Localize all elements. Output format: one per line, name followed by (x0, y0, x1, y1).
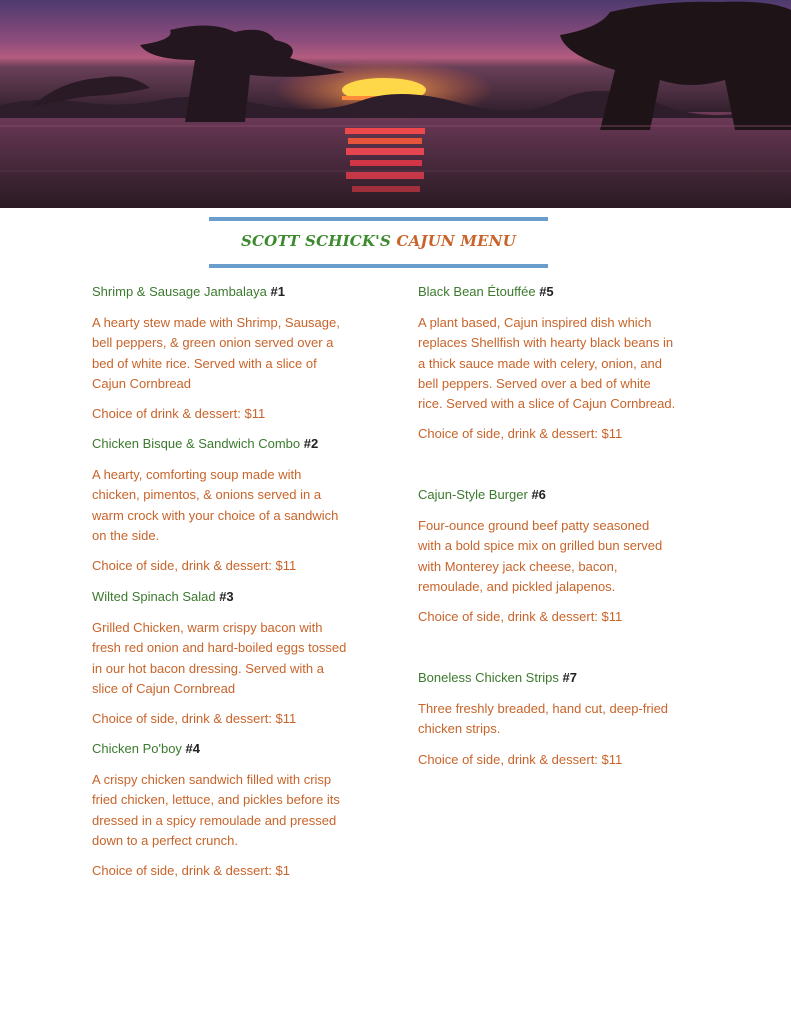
menu-item-price-line: Choice of side, drink & dessert: $1 (92, 863, 290, 879)
menu-item-name: Shrimp & Sausage Jambalaya (92, 284, 267, 299)
menu-item-name: Cajun-Style Burger (418, 487, 528, 502)
menu-item-price-line: Choice of side, drink & dessert: $11 (92, 558, 297, 574)
menu-item-heading (418, 282, 708, 302)
menu-item-name: Chicken Bisque & Sandwich Combo (92, 436, 301, 451)
menu-item-5 (418, 282, 708, 444)
menu-item-price-line: Choice of drink & dessert: $11 (92, 406, 266, 422)
menu-item-heading (418, 668, 708, 688)
menu-item-heading (92, 434, 382, 454)
sunset-banner-image (0, 0, 791, 208)
menu-item-name: Chicken Po'boy (92, 741, 182, 756)
menu-title (209, 232, 548, 250)
menu-item-heading (92, 282, 382, 302)
menu-item-4 (92, 739, 382, 881)
menu-item-2 (92, 434, 382, 576)
menu-item-description: A hearty, comforting soup made with chicken, pimentos, & onions served in a warm crock with your choice of a sandwich on the side. (92, 467, 339, 543)
menu-item-number: #4 (185, 741, 201, 756)
menu-item-6 (418, 485, 708, 627)
title-rule-bottom (209, 264, 548, 268)
menu-item-heading (418, 485, 708, 505)
menu-item-number: #1 (270, 284, 285, 299)
menu-item-description: Three freshly breaded, hand cut, deep-fried chicken strips. (418, 701, 669, 737)
menu-item-number: #3 (219, 589, 234, 604)
menu-title-owner: SCOTT SCHICK'S (241, 232, 392, 250)
menu-item-number: #6 (531, 487, 546, 502)
menu-item-description: A crispy chicken sandwich filled with crisp fried chicken, lettuce, and pickles before its dressed in a spicy remoulade and pressed down to a perfect crunch. (92, 772, 340, 848)
menu-item-price-line: Choice of side, drink & dessert: $11 (418, 609, 623, 625)
menu-item-number: #7 (562, 670, 577, 685)
menu-item-name: Black Bean Étouffée (418, 284, 536, 299)
menu-item-description: Grilled Chicken, warm crispy bacon with fresh red onion and hard-boiled eggs tossed in our hot bacon dressing. Served with a slice of Cajun Cornbread (92, 620, 347, 696)
menu-item-name: Wilted Spinach Salad (92, 589, 216, 604)
menu-item-description: A hearty stew made with Shrimp, Sausage, bell peppers, & green onion served over a bed of white rice. Served with a slice of Cajun Cornbread (92, 315, 340, 391)
menu-item-price-line: Choice of side, drink & dessert: $11 (418, 426, 623, 442)
menu-item-description: A plant based, Cajun inspired dish which replaces Shellfish with hearty black beans in a thick sauce made with celery, onion, and bell peppers. Served over a bed of white rice. Served with a slice of Cajun Cornbread. (418, 315, 676, 412)
menu-item-number: #2 (303, 436, 319, 451)
menu-item-number: #5 (539, 284, 554, 299)
menu-item-price-line: Choice of side, drink & dessert: $11 (418, 751, 623, 767)
menu-item-heading (92, 587, 382, 607)
menu-title-cajun: CAJUN MENU (396, 232, 516, 250)
title-rule-top (209, 217, 548, 221)
menu-item-price-line: Choice of side, drink & dessert: $11 (92, 711, 297, 727)
menu-item-7 (418, 668, 708, 770)
menu-item-1 (92, 282, 382, 424)
menu-item-description: Four-ounce ground beef patty seasoned with a bold spice mix on grilled bun served with Monterey jack cheese, bacon, remoulade, and pickled jalapenos. (418, 518, 663, 594)
menu-item-heading (92, 739, 382, 759)
menu-item-name: Boneless Chicken Strips (418, 670, 559, 685)
menu-item-3 (92, 587, 382, 729)
